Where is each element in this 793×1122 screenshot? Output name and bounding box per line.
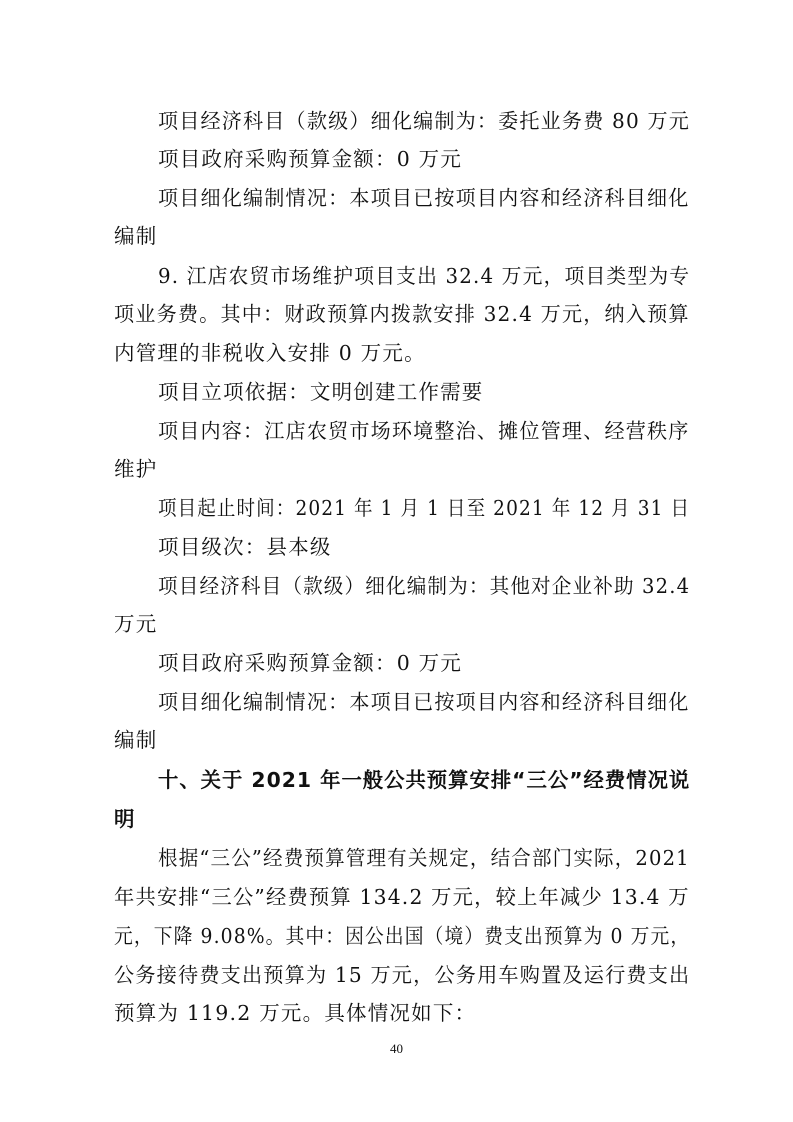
paragraph-line: 万元 [114,612,158,636]
paragraph-line: 项目级次：县本级 [158,535,332,559]
paragraph-line: 项目政府采购预算金额：0 万元 [158,651,463,675]
paragraph-line: 根据“三公”经费预算管理有关规定，结合部门实际，2021 [158,846,690,870]
paragraph-line: 年共安排“三公”经费预算 134.2 万元，较上年减少 13.4 万 [114,885,690,909]
paragraph-line: 项目政府采购预算金额：0 万元 [158,147,463,171]
paragraph-line: 项目内容：江店农贸市场环境整治、摊位管理、经营秩序 [158,419,690,443]
paragraph-line: 项目经济科目（款级）细化编制为：委托业务费 80 万元 [158,109,691,133]
section-heading: 十、关于 2021 年一般公共预算安排“三公”经费情况说 [158,768,691,792]
paragraph-line: 元，下降 9.08%。其中：因公出国（境）费支出预算为 0 万元， [114,924,691,948]
paragraph-line: 项目起止时间：2021 年 1 月 1 日至 2021 年 12 月 31 日 [158,496,691,520]
paragraph-line: 项目细化编制情况：本项目已按项目内容和经济科目细化 [158,690,690,714]
paragraph-line: 9. 江店农贸市场维护项目支出 32.4 万元，项目类型为专 [158,264,691,288]
paragraph-line: 编制 [114,728,158,752]
page-number: 40 [390,1041,403,1056]
paragraph-line: 编制 [114,224,158,248]
paragraph-line: 预算为 119.2 万元。具体情况如下： [114,1001,477,1025]
paragraph-line: 公务接待费支出预算为 15 万元，公务用车购置及运行费支出 [114,963,691,987]
paragraph-line: 项业务费。其中：财政预算内拨款安排 32.4 万元，纳入预算 [114,302,690,326]
paragraph-line: 项目立项依据：文明创建工作需要 [158,380,484,404]
paragraph-line: 维护 [114,457,158,481]
section-heading: 明 [114,807,136,831]
paragraph-line: 项目细化编制情况：本项目已按项目内容和经济科目细化 [158,186,690,210]
paragraph-line: 项目经济科目（款级）细化编制为：其他对企业补助 32.4 [158,574,691,598]
paragraph-line: 内管理的非税收入安排 0 万元。 [114,341,426,365]
